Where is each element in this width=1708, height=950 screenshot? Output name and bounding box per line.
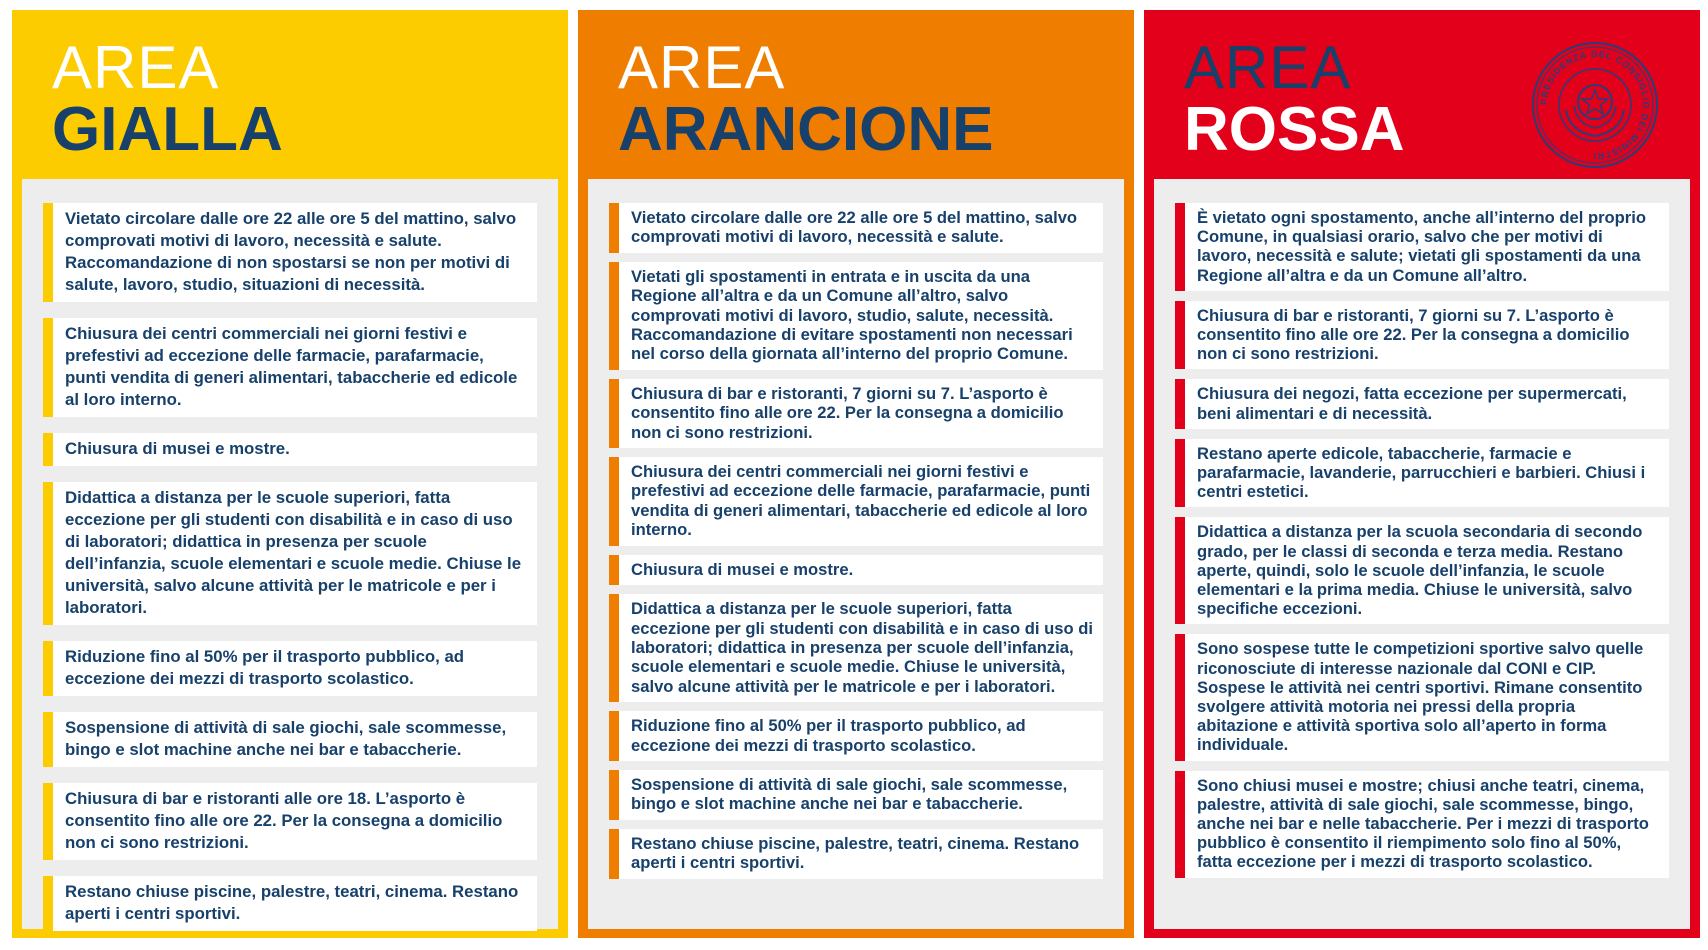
rule-item: Chiusura dei centri commerciali nei giorni festivi e prefestivi ad eccezione delle farmacie, parafarmacie, punti vendita di generi alimentari, tabaccherie ed edicole al loro interno. bbox=[43, 318, 537, 417]
title-area-name: ROSSA bbox=[1184, 95, 1405, 164]
rule-item: Vietato circolare dalle ore 22 alle ore 5 del mattino, salvo comprovati motivi di lavoro, necessità e salute. Raccomandazione di non spostarsi se non per motivi di salute, lavoro, studio, situazioni di necessità. bbox=[43, 203, 537, 302]
rule-item: Sospensione di attività di sale giochi, sale scommesse, bingo e slot machine anche nei bar e tabaccherie. bbox=[609, 770, 1103, 820]
rules-list bbox=[22, 179, 558, 929]
rule-item: Chiusura di bar e ristoranti alle ore 18. L’asporto è consentito fino alle ore 22. Per la consegna a domicilio non ci sono restrizioni. bbox=[43, 783, 537, 860]
emblem-seal-icon bbox=[1530, 40, 1660, 170]
rule-item: Riduzione fino al 50% per il trasporto pubblico, ad eccezione dei mezzi di trasporto scolastico. bbox=[43, 641, 537, 696]
title-area-label: AREA bbox=[52, 34, 220, 101]
seal-text: PRESIDENZA DEL CONSIGLIO DEI MINISTRI bbox=[1538, 48, 1652, 162]
title-area-label: AREA bbox=[1184, 34, 1352, 101]
rule-item: È vietato ogni spostamento, anche all’interno del proprio Comune, in qualsiasi orario, salvo che per motivi di lavoro, necessità e salute; vietati gli spostamenti da una Regione all’altra e da un Comune all’altro. bbox=[1175, 203, 1669, 291]
rule-item: Restano chiuse piscine, palestre, teatri, cinema. Restano aperti i centri sportivi. bbox=[609, 829, 1103, 879]
rule-item: Restano aperte edicole, tabaccherie, farmacie e parafarmacie, lavanderie, parrucchieri e barbieri. Chiusi i centri estetici. bbox=[1175, 439, 1669, 508]
title-area-name: ARANCIONE bbox=[618, 95, 994, 164]
rule-item: Chiusura di bar e ristoranti, 7 giorni su 7. L’asporto è consentito fino alle ore 22. Per la consegna a domicilio non ci sono restrizioni. bbox=[609, 379, 1103, 448]
rule-item: Restano chiuse piscine, palestre, teatri, cinema. Restano aperti i centri sportivi. bbox=[43, 876, 537, 931]
panel-area-gialla bbox=[12, 10, 568, 938]
rules-list bbox=[1154, 179, 1690, 929]
rule-item: Chiusura di musei e mostre. bbox=[43, 433, 537, 466]
rule-item: Didattica a distanza per le scuole superiori, fatta eccezione per gli studenti con disabilità e in caso di uso di laboratori; didattica in presenza per scuole dell’infanzia, scuole elementari e scuole medie. Chiuse le università, salvo alcune attività per le matricole e per i laboratori. bbox=[43, 482, 537, 625]
panel-area-arancione bbox=[578, 10, 1134, 938]
rule-item: Chiusura dei centri commerciali nei giorni festivi e prefestivi ad eccezione delle farmacie, parafarmacie, punti vendita di generi alimentari, tabaccherie ed edicole al loro interno. bbox=[609, 457, 1103, 546]
rule-item: Sono chiusi musei e mostre; chiusi anche teatri, cinema, palestre, attività di sale giochi, sale scommesse, bingo, anche nei bar e nelle tabaccherie. Per i mezzi di trasporto pubblico è consentito il riempimento solo fino al 50%, fatta eccezione per i mezzi di trasporto scolastico. bbox=[1175, 771, 1669, 878]
rule-item: Chiusura dei negozi, fatta eccezione per supermercati, beni alimentari e di necessità. bbox=[1175, 379, 1669, 428]
title-area-name: GIALLA bbox=[52, 95, 283, 164]
rule-item: Sospensione di attività di sale giochi, sale scommesse, bingo e slot machine anche nei bar e tabaccherie. bbox=[43, 712, 537, 767]
panel-title bbox=[618, 34, 994, 164]
rule-item: Vietati gli spostamenti in entrata e in uscita da una Regione all’altra e da un Comune all’altro, salvo comprovati motivi di lavoro, studio, salute, necessità. Raccomandazione di evitare spostamenti non necessari nel corso della giornata all’interno del proprio Comune. bbox=[609, 262, 1103, 370]
rule-item: Chiusura di bar e ristoranti, 7 giorni su 7. L’asporto è consentito fino alle ore 22. Per la consegna a domicilio non ci sono restrizioni. bbox=[1175, 301, 1669, 370]
rule-item: Vietato circolare dalle ore 22 alle ore 5 del mattino, salvo comprovati motivi di lavoro, necessità e salute. bbox=[609, 203, 1103, 253]
panel-title bbox=[1184, 34, 1405, 164]
title-area-label: AREA bbox=[618, 34, 786, 101]
rule-item: Riduzione fino al 50% per il trasporto pubblico, ad eccezione dei mezzi di trasporto scolastico. bbox=[609, 711, 1103, 761]
rule-item: Sono sospese tutte le competizioni sportive salvo quelle riconosciute di interesse nazionale dal CONI e CIP. Sospese le attività nei centri sportivi. Rimane consentito svolgere attività motoria nei pressi della propria abitazione e attività sportiva solo all’aperto in forma individuale. bbox=[1175, 634, 1669, 760]
rule-item: Didattica a distanza per la scuola secondaria di secondo grado, per le classi di seconda e terza media. Restano aperte, quindi, solo le scuole dell’infanzia, le scuole elementari e la prima media. Chiuse le università, salvo specifiche eccezioni. bbox=[1175, 517, 1669, 624]
svg-text:PRESIDENZA DEL CONSIGLIO DEI M bbox=[1539, 49, 1651, 161]
panel-title bbox=[52, 34, 283, 164]
panel-area-rossa bbox=[1144, 10, 1700, 938]
rules-list bbox=[588, 179, 1124, 929]
rule-item: Chiusura di musei e mostre. bbox=[609, 555, 1103, 585]
rule-item: Didattica a distanza per le scuole superiori, fatta eccezione per gli studenti con disabilità e in caso di uso di laboratori; didattica in presenza per scuole dell’infanzia, scuole elementari e scuole medie. Chiuse le università, salvo alcune attività per le matricole e per i laboratori. bbox=[609, 594, 1103, 702]
